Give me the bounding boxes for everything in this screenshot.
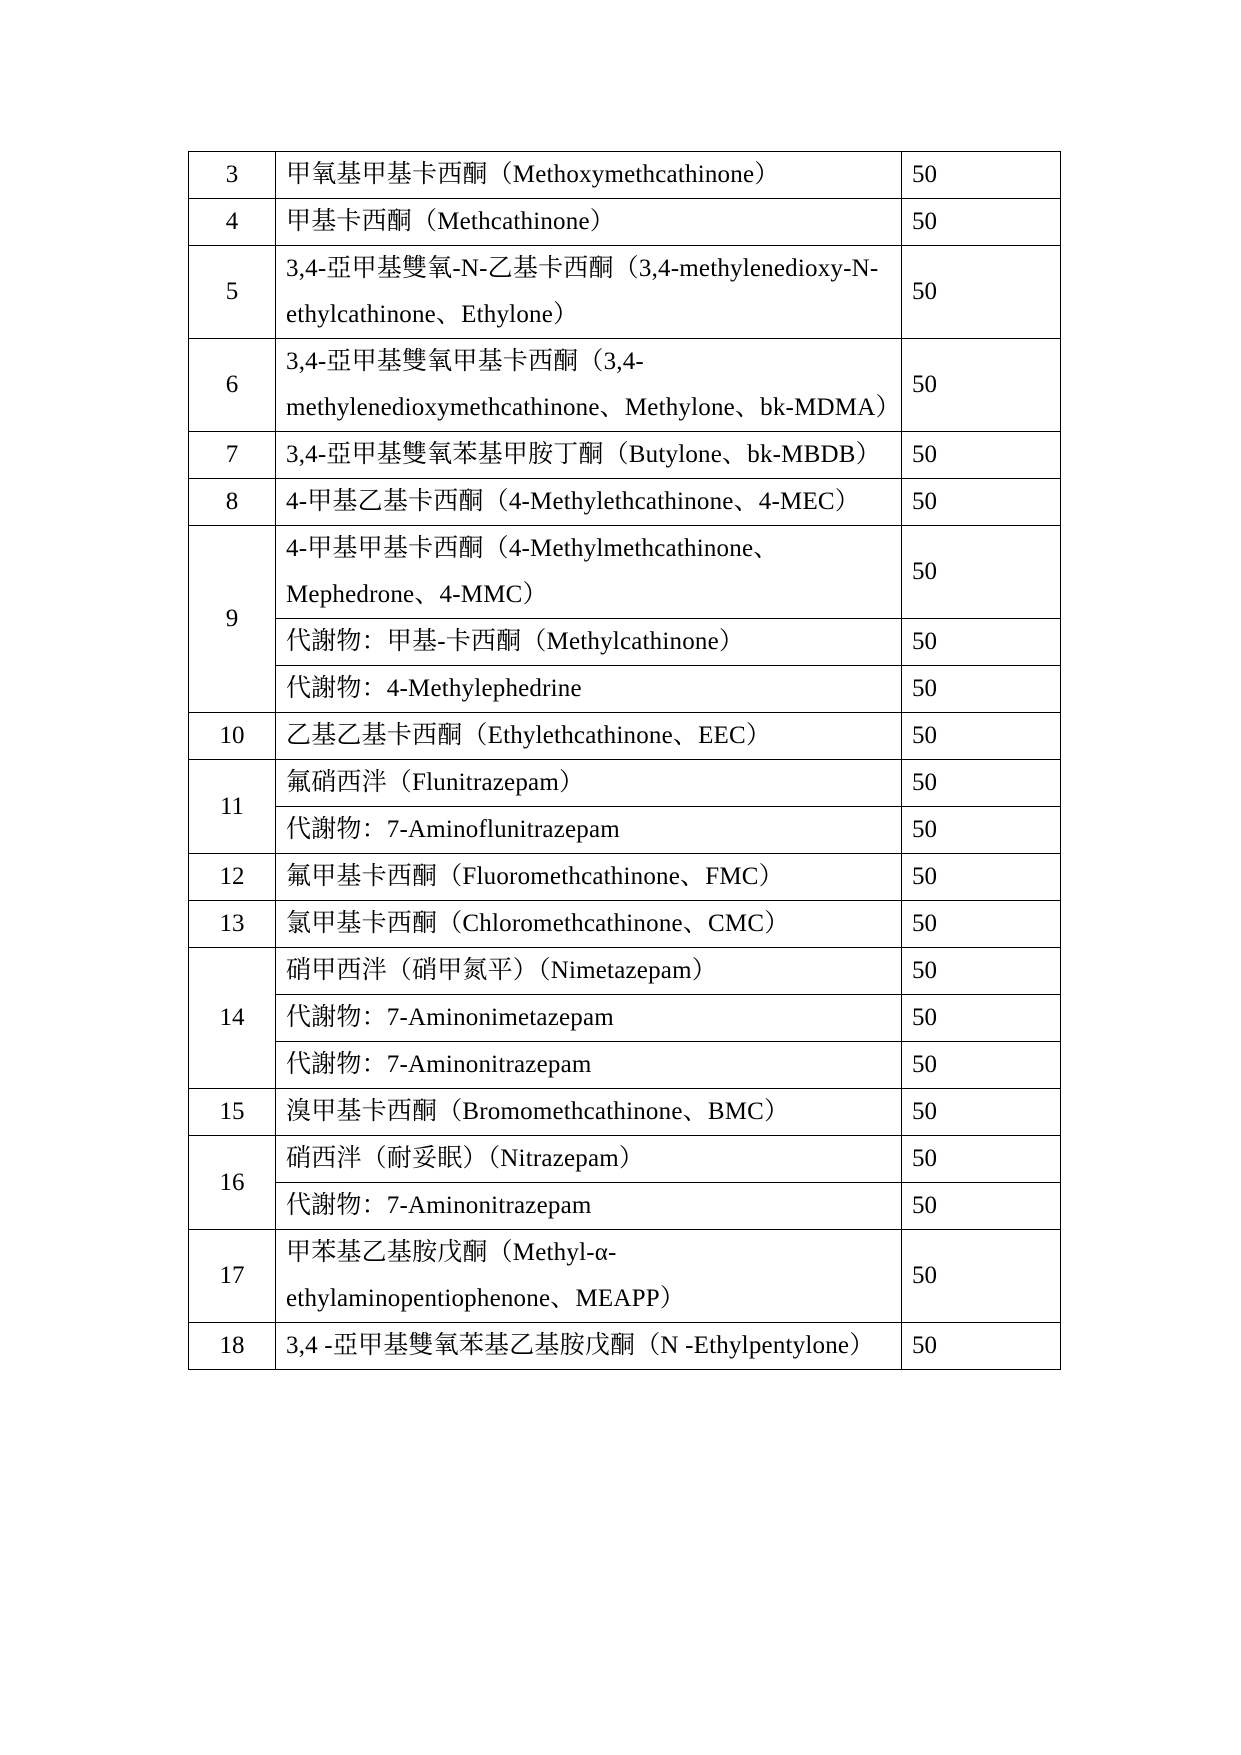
item-number: 12 (189, 854, 276, 901)
metabolite-name: 代謝物：甲基-卡西酮（Methylcathinone） (276, 619, 902, 666)
item-number: 7 (189, 432, 276, 479)
substance-name: 氟硝西泮（Flunitrazepam） (276, 760, 902, 807)
item-number: 18 (189, 1323, 276, 1370)
item-number: 10 (189, 713, 276, 760)
cutoff-value: 50 (902, 1230, 1061, 1323)
substance-name: 甲氧基甲基卡西酮（Methoxymethcathinone） (276, 152, 902, 199)
cutoff-value: 50 (902, 1089, 1061, 1136)
substance-name: 4-甲基乙基卡西酮（4-Methylethcathinone、4-MEC） (276, 479, 902, 526)
substance-name: 溴甲基卡西酮（Bromomethcathinone、BMC） (276, 1089, 902, 1136)
table-row (189, 526, 1061, 619)
item-number: 3 (189, 152, 276, 199)
metabolite-name: 代謝物：7-Aminonitrazepam (276, 1042, 902, 1089)
table-row (189, 479, 1061, 526)
table-row (189, 1089, 1061, 1136)
table-row (189, 1136, 1061, 1183)
table-row (189, 1042, 1061, 1089)
item-number: 11 (189, 760, 276, 854)
metabolite-name: 代謝物：7-Aminonimetazepam (276, 995, 902, 1042)
item-number: 6 (189, 339, 276, 432)
table-row (189, 1183, 1061, 1230)
cutoff-value: 50 (902, 1323, 1061, 1370)
table-row (189, 713, 1061, 760)
metabolite-name: 代謝物：7-Aminonitrazepam (276, 1183, 902, 1230)
item-number: 13 (189, 901, 276, 948)
table-row (189, 246, 1061, 339)
table-row (189, 199, 1061, 246)
cutoff-value: 50 (902, 526, 1061, 619)
table-row (189, 432, 1061, 479)
table-body (189, 152, 1061, 1370)
cutoff-value: 50 (902, 901, 1061, 948)
metabolite-name: 代謝物：7-Aminoflunitrazepam (276, 807, 902, 854)
substance-name: 氯甲基卡西酮（Chloromethcathinone、CMC） (276, 901, 902, 948)
table-row (189, 1230, 1061, 1323)
cutoff-value: 50 (902, 619, 1061, 666)
table-row (189, 339, 1061, 432)
substance-table (188, 151, 1061, 1370)
cutoff-value: 50 (902, 246, 1061, 339)
cutoff-value: 50 (902, 479, 1061, 526)
item-number: 9 (189, 526, 276, 713)
cutoff-value: 50 (902, 1183, 1061, 1230)
substance-name: 3,4-亞甲基雙氧-N-乙基卡西酮（3,4-methylenedioxy-N-ethylcathinone、Ethylone） (276, 246, 902, 339)
substance-name: 硝甲西泮（硝甲氮平）（Nimetazepam） (276, 948, 902, 995)
cutoff-value: 50 (902, 152, 1061, 199)
substance-name: 4-甲基甲基卡西酮（4-Methylmethcathinone、Mephedrone、4-MMC） (276, 526, 902, 619)
substance-name: 3,4-亞甲基雙氧甲基卡西酮（3,4-methylenedioxymethcathinone、Methylone、bk-MDMA） (276, 339, 902, 432)
cutoff-value: 50 (902, 339, 1061, 432)
cutoff-value: 50 (902, 666, 1061, 713)
item-number: 5 (189, 246, 276, 339)
substance-name: 甲基卡西酮（Methcathinone） (276, 199, 902, 246)
substance-name: 氟甲基卡西酮（Fluoromethcathinone、FMC） (276, 854, 902, 901)
item-number: 17 (189, 1230, 276, 1323)
table-row (189, 948, 1061, 995)
cutoff-value: 50 (902, 1042, 1061, 1089)
table-row (189, 995, 1061, 1042)
cutoff-value: 50 (902, 713, 1061, 760)
cutoff-value: 50 (902, 1136, 1061, 1183)
cutoff-value: 50 (902, 807, 1061, 854)
cutoff-value: 50 (902, 432, 1061, 479)
substance-name: 硝西泮（耐妥眠）（Nitrazepam） (276, 1136, 902, 1183)
substance-name: 3,4 -亞甲基雙氧苯基乙基胺戊酮（N -Ethylpentylone） (276, 1323, 902, 1370)
cutoff-value: 50 (902, 854, 1061, 901)
table-row (189, 854, 1061, 901)
item-number: 4 (189, 199, 276, 246)
item-number: 8 (189, 479, 276, 526)
table-row (189, 152, 1061, 199)
item-number: 15 (189, 1089, 276, 1136)
table-row (189, 901, 1061, 948)
substance-name: 乙基乙基卡西酮（Ethylethcathinone、EEC） (276, 713, 902, 760)
table-row (189, 666, 1061, 713)
substance-name: 甲苯基乙基胺戊酮（Methyl-α-ethylaminopentiophenone、MEAPP） (276, 1230, 902, 1323)
substance-name: 3,4-亞甲基雙氧苯基甲胺丁酮（Butylone、bk-MBDB） (276, 432, 902, 479)
cutoff-value: 50 (902, 948, 1061, 995)
table-row (189, 807, 1061, 854)
cutoff-value: 50 (902, 199, 1061, 246)
cutoff-value: 50 (902, 995, 1061, 1042)
cutoff-value: 50 (902, 760, 1061, 807)
item-number: 16 (189, 1136, 276, 1230)
table-row (189, 619, 1061, 666)
metabolite-name: 代謝物：4-Methylephedrine (276, 666, 902, 713)
table-row (189, 760, 1061, 807)
table-row (189, 1323, 1061, 1370)
item-number: 14 (189, 948, 276, 1089)
